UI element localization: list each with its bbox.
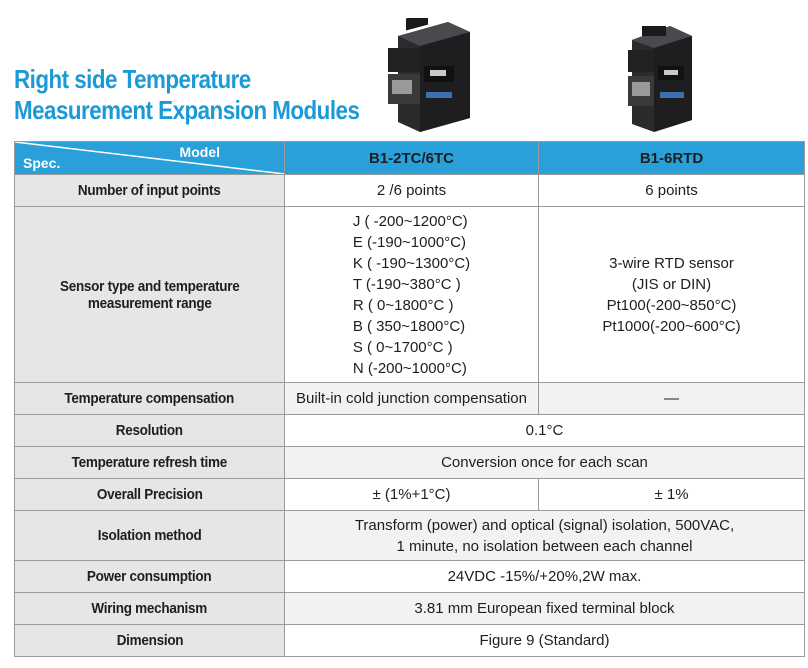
cell-compensation-col1: Built-in cold junction compensation (285, 383, 539, 415)
cell-power: 24VDC -15%/+20%,2W max. (285, 561, 805, 593)
cell-precision-col2: ± 1% (539, 479, 805, 511)
spec-table (14, 141, 805, 657)
table-row (15, 511, 805, 561)
table-row (15, 383, 805, 415)
row-label-resolution: Resolution (15, 415, 285, 447)
rtd-sensor-line: Pt100(-200~850°C) (606, 296, 737, 314)
column-header-b1-6rtd: B1-6RTD (539, 142, 805, 175)
table-row (15, 447, 805, 479)
row-label-input-points: Number of input points (15, 175, 285, 207)
title-line-2: Measurement Expansion Modules (14, 95, 360, 125)
spec-label: Spec. (23, 155, 61, 171)
row-label-wiring: Wiring mechanism (15, 593, 285, 625)
sensor-range-item: J ( -200~1200°C) (352, 212, 468, 230)
rtd-sensor-line: 3-wire RTD sensor (609, 254, 734, 272)
page-title (14, 64, 360, 126)
cell-sensor-col2 (539, 207, 805, 383)
row-label-precision: Overall Precision (15, 479, 285, 511)
table-row (15, 479, 805, 511)
product-image-b1-6rtd (626, 20, 696, 133)
spec-model-header-cell (15, 142, 285, 175)
model-label: Model (179, 144, 220, 160)
sensor-range-item: B ( 350~1800°C) (352, 317, 466, 335)
isolation-line-1: Transform (power) and optical (signal) isolation, 500VAC, (354, 516, 735, 534)
row-label-refresh: Temperature refresh time (15, 447, 285, 479)
row-label-power: Power consumption (15, 561, 285, 593)
header-row (15, 142, 805, 175)
sensor-range-item: S ( 0~1700°C ) (352, 338, 453, 356)
sensor-range-item: R ( 0~1800°C ) (352, 296, 454, 314)
cell-compensation-col2: — (539, 383, 805, 415)
table-row (15, 207, 805, 383)
sensor-label-line-1: Sensor type and temperature (59, 277, 240, 295)
table-row (15, 415, 805, 447)
sensor-range-item: E (-190~1000°C) (352, 233, 466, 251)
cell-input-points-col2: 6 points (539, 175, 805, 207)
row-label-isolation: Isolation method (15, 511, 285, 561)
table-row (15, 593, 805, 625)
row-label-sensor (15, 207, 285, 383)
isolation-line-2: 1 minute, no isolation between each channel (396, 537, 693, 555)
cell-resolution: 0.1°C (285, 415, 805, 447)
row-label-dimension: Dimension (15, 625, 285, 657)
cell-input-points-col1: 2 /6 points (285, 175, 539, 207)
column-header-b1-2tc-6tc: B1-2TC/6TC (285, 142, 539, 175)
cell-refresh: Conversion once for each scan (285, 447, 805, 479)
cell-dimension: Figure 9 (Standard) (285, 625, 805, 657)
table-row (15, 625, 805, 657)
cell-sensor-col1 (285, 207, 539, 383)
cell-precision-col1: ± (1%+1°C) (285, 479, 539, 511)
sensor-label-line-2: measurement range (87, 294, 212, 312)
rtd-sensor-line: Pt1000(-200~600°C) (602, 317, 741, 335)
table-row (15, 175, 805, 207)
rtd-sensor-line: (JIS or DIN) (631, 275, 712, 293)
row-label-compensation: Temperature compensation (15, 383, 285, 415)
sensor-range-item: K ( -190~1300°C) (352, 254, 471, 272)
product-image-b1-2tc-6tc (378, 18, 474, 133)
sensor-range-item: T (-190~380°C ) (352, 275, 461, 293)
table-row (15, 561, 805, 593)
cell-isolation (285, 511, 805, 561)
sensor-range-item: N (-200~1000°C) (352, 359, 467, 377)
title-line-1: Right side Temperature (14, 64, 251, 94)
cell-wiring: 3.81 mm European fixed terminal block (285, 593, 805, 625)
